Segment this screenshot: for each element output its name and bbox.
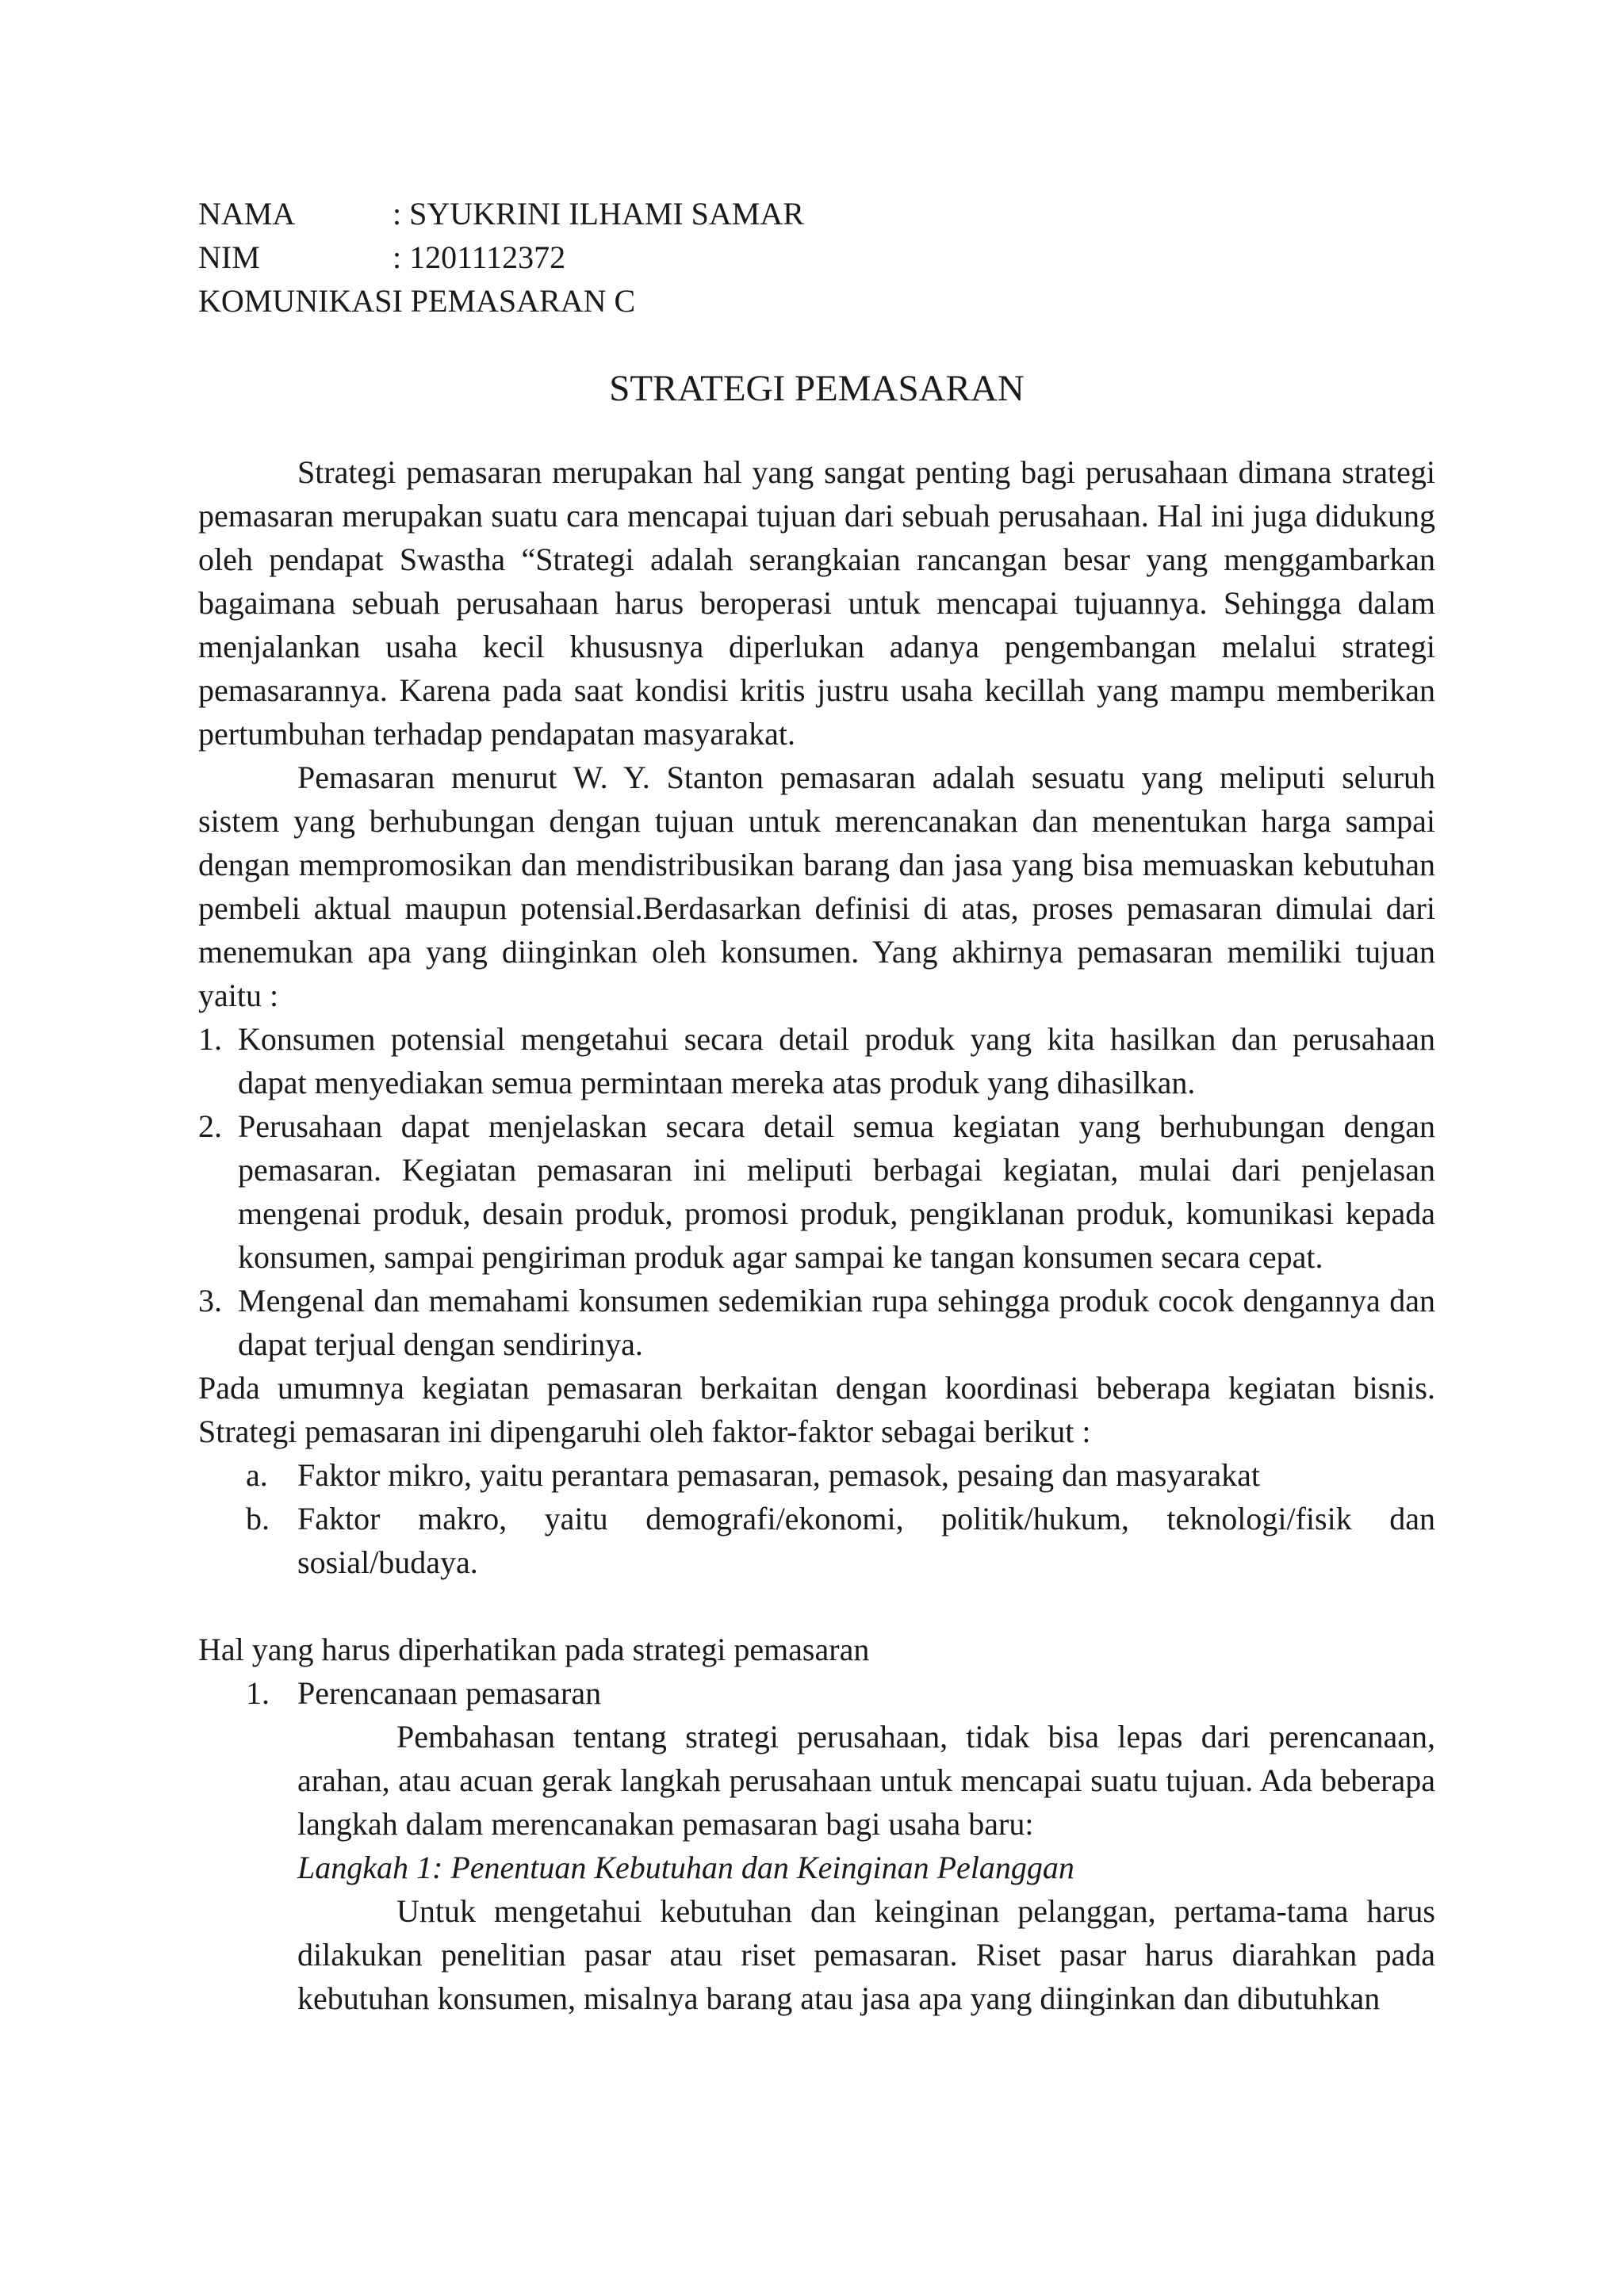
paragraph-intro: Strategi pemasaran merupakan hal yang sangat penting bagi perusahaan dimana strategi pemasaran merupakan suatu cara mencapai tujuan dari sebuah perusahaan. Hal ini juga didukung oleh pendapat Swastha “Strategi adalah serangkaian rancangan besar yang menggambarkan bagaimana sebuah perusahaan harus beroperasi untuk mencapai tujuannya. Sehingga dalam menjalankan usaha kecil khususnya diperlukan adanya pengembangan melalui strategi pemasarannya. Karena pada saat kondisi kritis justru usaha kecillah yang mampu memberikan pertumbuhan terhadap pendapatan masyarakat. <box>198 454 1435 752</box>
list-marker: 3. <box>198 1283 222 1318</box>
section-paragraph: Pembahasan tentang strategi perusahaan, tidak bisa lepas dari perencanaan, arahan, atau acuan gerak langkah perusahaan untuk mencapai suatu tujuan. Ada beberapa langkah dalam merencanakan pemasaran bagi usaha baru: <box>297 1719 1435 1842</box>
section-heading <box>246 1671 1435 1715</box>
nim-row <box>198 235 1435 279</box>
blank-line <box>198 1584 1435 1628</box>
list-marker: 1. <box>246 1675 270 1711</box>
name-label: NAMA <box>198 196 296 232</box>
course-label: KOMUNIKASI PEMASARAN C <box>198 283 636 319</box>
list-item <box>246 1453 1435 1497</box>
paragraph-considerations: Hal yang harus diperhatikan pada strategi pemasaran <box>198 1632 870 1667</box>
name-row <box>198 192 1435 235</box>
list-item-text: Faktor mikro, yaitu perantara pemasaran, pemasok, pesaing dan masyarakat <box>297 1457 1261 1493</box>
list-item-text: Mengenal dan memahami konsumen sedemikian rupa sehingga produk cocok dengannya dan dapat terjual dengan sendirinya. <box>238 1283 1435 1362</box>
list-item-text: Faktor makro, yaitu demografi/ekonomi, politik/hukum, teknologi/fisik dan sosial/budaya. <box>297 1501 1435 1580</box>
list-item <box>198 1279 1435 1366</box>
list-item-text: Perusahaan dapat menjelaskan secara detail semua kegiatan yang berhubungan dengan pemasaran. Kegiatan pemasaran ini meliputi berbagai kegiatan, mulai dari penjelasan mengenai produk, desain produk, promosi produk, pengiklanan produk, komunikasi kepada konsumen, sampai pengiriman produk agar sampai ke tangan konsumen secara cepat. <box>238 1108 1435 1275</box>
nim-value: : 1201112372 <box>393 239 566 275</box>
list-marker: 2. <box>198 1108 222 1144</box>
step-heading: Langkah 1: Penentuan Kebutuhan dan Keinginan Pelanggan <box>297 1850 1074 1885</box>
list-marker: 1. <box>198 1021 222 1057</box>
factors-list <box>198 1453 1435 1584</box>
list-item-text: Konsumen potensial mengetahui secara detail produk yang kita hasilkan dan perusahaan dapat menyediakan semua permintaan mereka atas produk yang dihasilkan. <box>238 1021 1435 1100</box>
goals-list <box>198 1017 1435 1366</box>
nim-label: NIM <box>198 239 260 275</box>
section-paragraph: Untuk mengetahui kebutuhan dan keinginan pelanggan, pertama-tama harus dilakukan penelitian pasar atau riset pemasaran. Riset pasar harus diarahkan pada kebutuhan konsumen, misalnya barang atau jasa apa yang diinginkan dan dibutuhkan <box>297 1893 1435 2016</box>
document-title: STRATEGI PEMASARAN <box>609 368 1025 409</box>
paragraph-factors-intro: Pada umumnya kegiatan pemasaran berkaitan dengan koordinasi beberapa kegiatan bisnis. Strategi pemasaran ini dipengaruhi oleh faktor-faktor sebagai berikut : <box>198 1370 1435 1449</box>
section-heading-text: Perencanaan pemasaran <box>297 1675 602 1711</box>
list-item <box>198 1104 1435 1279</box>
list-marker: b. <box>246 1501 270 1536</box>
paragraph-definition: Pemasaran menurut W. Y. Stanton pemasaran adalah sesuatu yang meliputi seluruh sistem yang berhubungan dengan tujuan untuk merencanakan dan menentukan harga sampai dengan mempromosikan dan mendistribusikan barang dan jasa yang bisa memuaskan kebutuhan pembeli aktual maupun potensial.Berdasarkan definisi di atas, proses pemasaran dimulai dari menemukan apa yang diinginkan oleh konsumen. Yang akhirnya pemasaran memiliki tujuan yaitu : <box>198 760 1435 1013</box>
list-item <box>198 1017 1435 1104</box>
document-page <box>198 192 1435 2020</box>
considerations-list <box>198 1671 1435 2020</box>
list-item <box>246 1497 1435 1584</box>
name-value: : SYUKRINI ILHAMI SAMAR <box>393 196 804 232</box>
section-body <box>246 1715 1435 2020</box>
list-marker: a. <box>246 1457 268 1493</box>
